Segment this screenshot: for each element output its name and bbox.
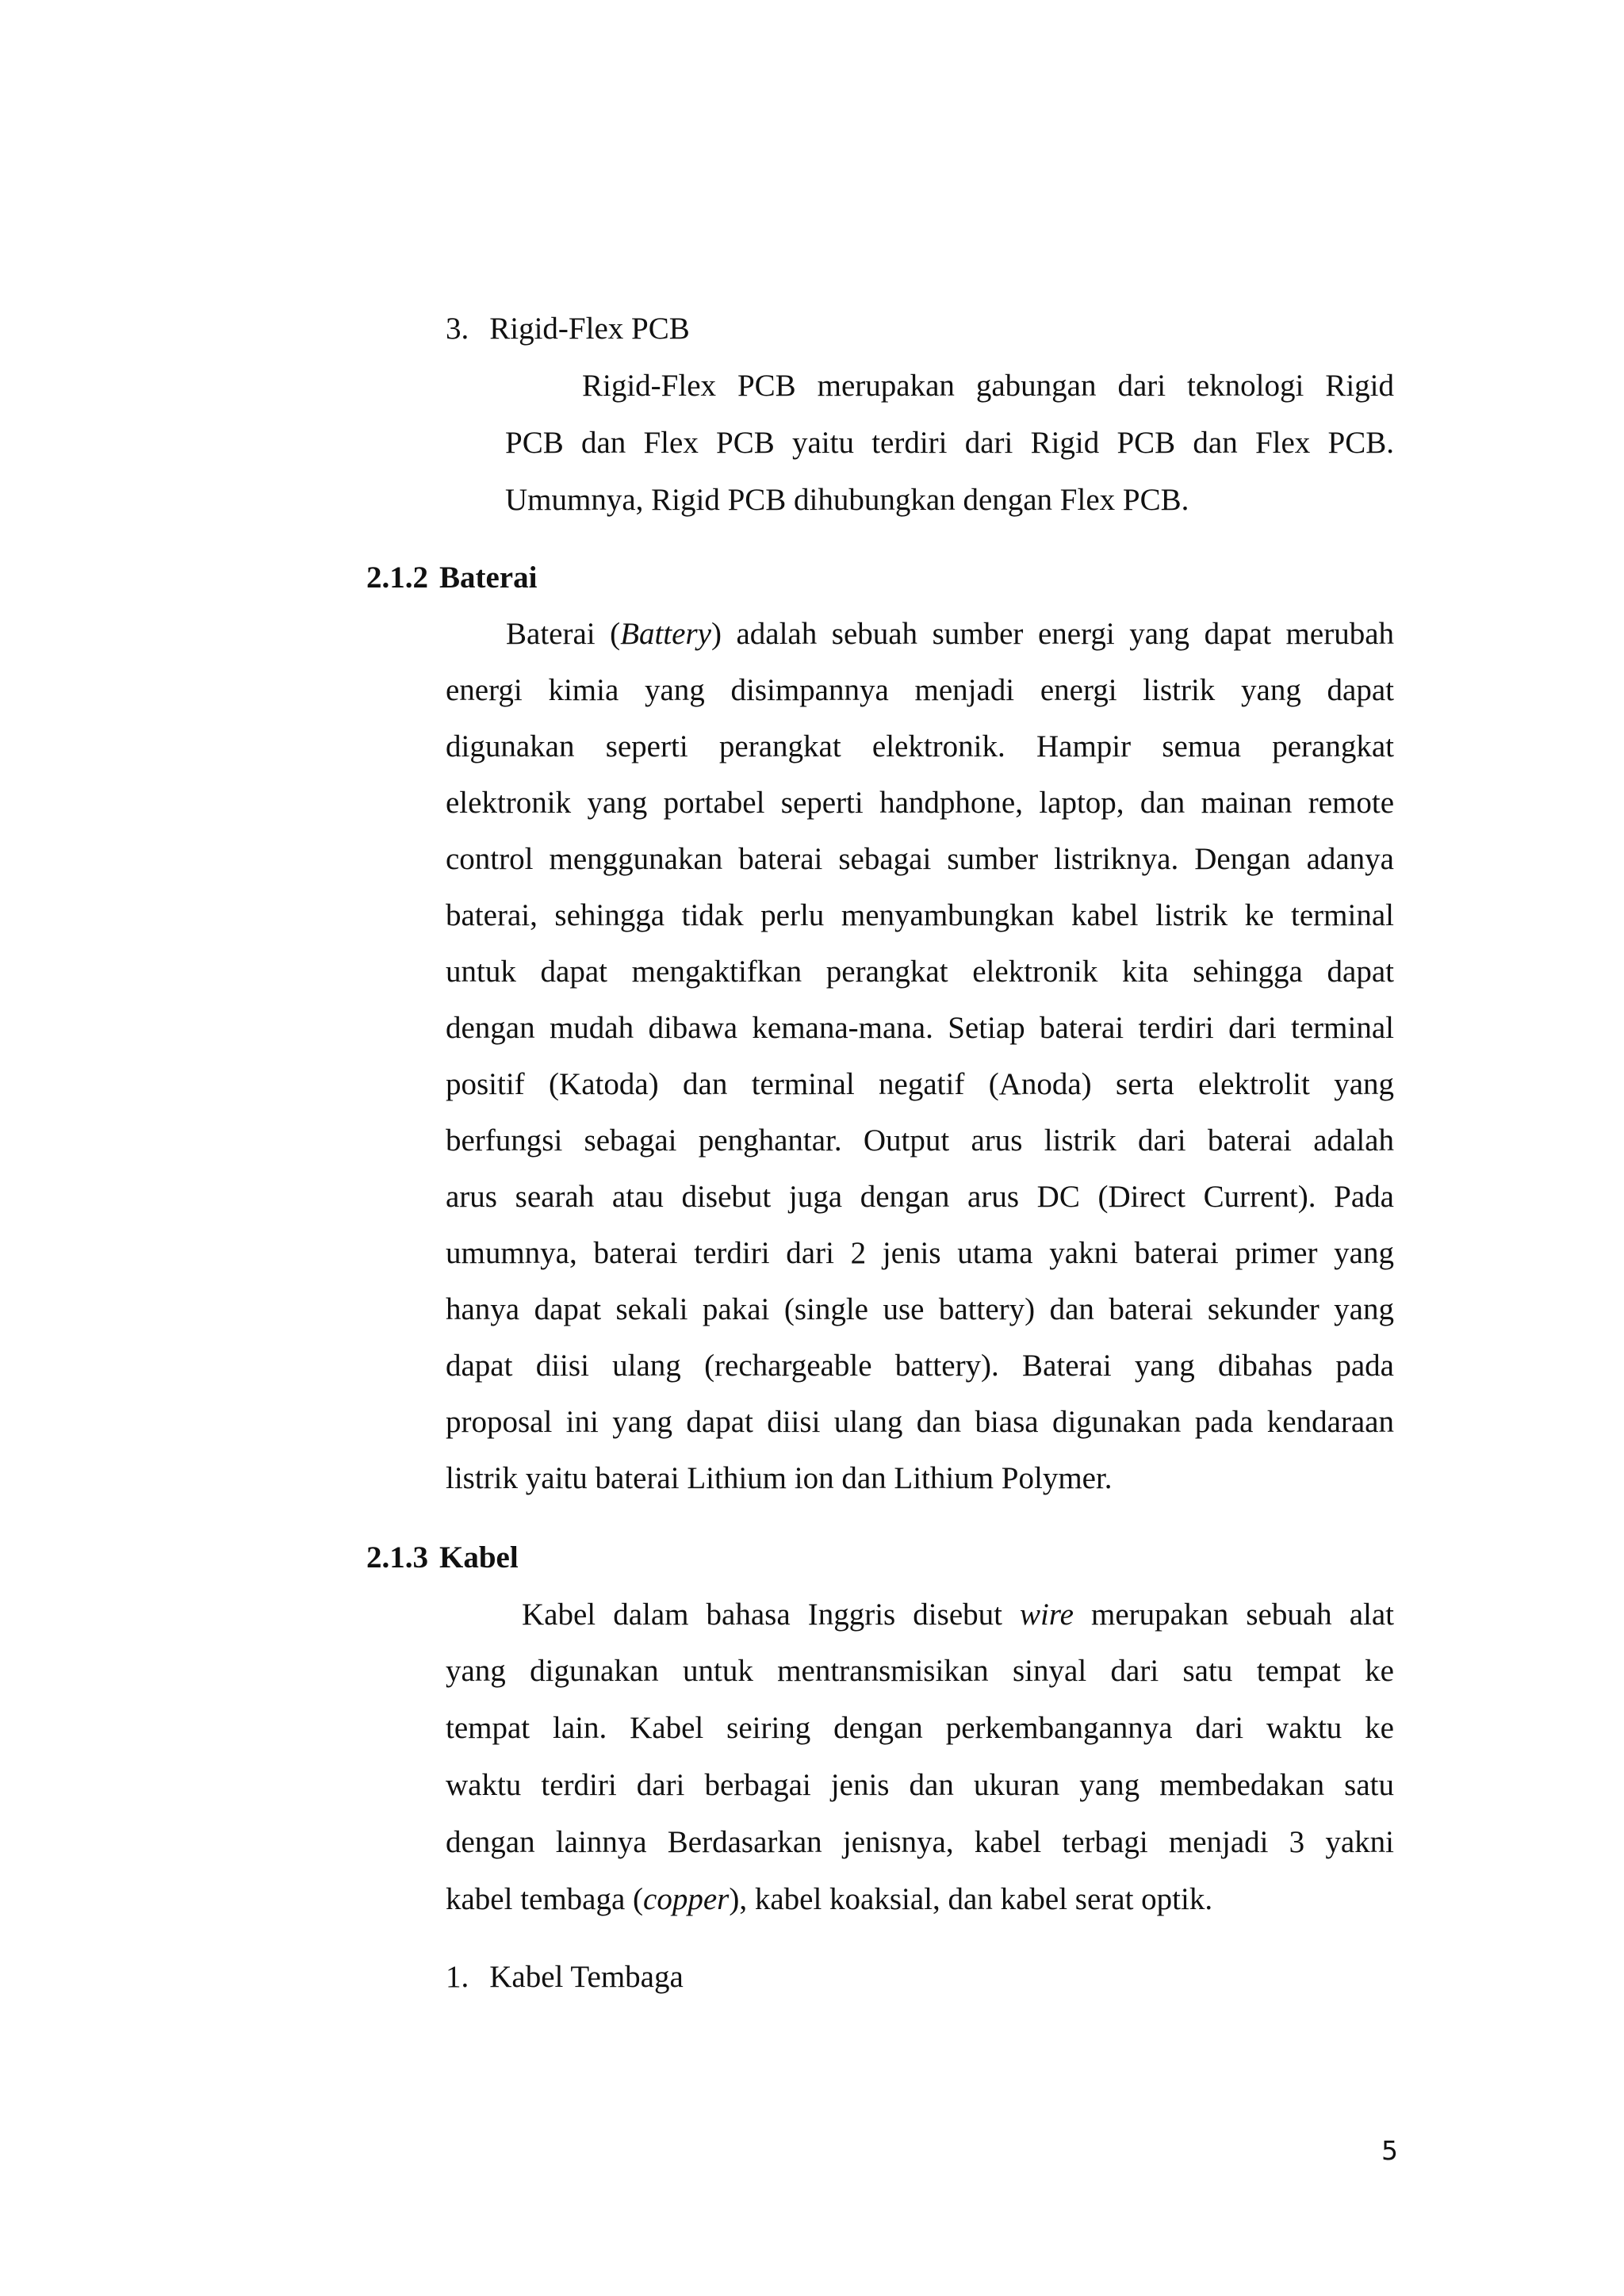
paragraph-line: dapat diisi ulang (rechargeable battery). Baterai yang dibahas pada (446, 1349, 1394, 1383)
section-number: 2.1.2 (366, 561, 428, 595)
paragraph-line: Umumnya, Rigid PCB dihubungkan dengan Flex PCB. (505, 483, 1189, 517)
paragraph-line: energi kimia yang disimpannya menjadi energi listrik yang dapat (446, 673, 1394, 707)
page-number: 5 (1381, 2135, 1398, 2166)
list-number: 3. (446, 312, 469, 346)
paragraph-line: baterai, sehingga tidak perlu menyambungkan kabel listrik ke terminal (446, 898, 1394, 932)
paragraph-line: kabel tembaga (copper), kabel koaksial, dan kabel serat optik. (446, 1882, 1213, 1916)
paragraph-line: tempat lain. Kabel seiring dengan perkembangannya dari waktu ke (446, 1711, 1394, 1745)
paragraph-line: Baterai (Battery) adalah sebuah sumber energi yang dapat merubah (506, 617, 1395, 651)
paragraph-line: berfungsi sebagai penghantar. Output arus listrik dari baterai adalah (446, 1123, 1394, 1158)
section-heading-kabel (366, 1538, 519, 1578)
italic-term: copper (643, 1882, 730, 1916)
section-title: Baterai (439, 561, 538, 595)
list-item-3 (446, 309, 690, 349)
paragraph-line: control menggunakan baterai sebagai sumber listriknya. Dengan adanya (446, 842, 1394, 876)
paragraph-line: proposal ini yang dapat diisi ulang dan biasa digunakan pada kendaraan (446, 1405, 1394, 1439)
list-number: 1. (446, 1960, 469, 1994)
section-title: Kabel (439, 1540, 519, 1575)
paragraph-line: PCB dan Flex PCB yaitu terdiri dari Rigid PCB dan Flex PCB. (505, 426, 1394, 460)
paragraph-line: dengan mudah dibawa kemana-mana. Setiap baterai terdiri dari terminal (446, 1011, 1394, 1045)
paragraph-line: listrik yaitu baterai Lithium ion dan Lithium Polymer. (446, 1461, 1113, 1495)
paragraph-line: elektronik yang portabel seperti handphone, laptop, dan mainan remote (446, 786, 1394, 820)
section-number: 2.1.3 (366, 1540, 428, 1575)
list-title: Kabel Tembaga (489, 1960, 684, 1994)
italic-term: Battery (620, 617, 711, 651)
paragraph-line: Rigid-Flex PCB merupakan gabungan dari teknologi Rigid (582, 369, 1394, 403)
paragraph-line: waktu terdiri dari berbagai jenis dan ukuran yang membedakan satu (446, 1768, 1394, 1802)
paragraph-line: Kabel dalam bahasa Inggris disebut wire merupakan sebuah alat (522, 1598, 1395, 1632)
section-heading-baterai (366, 558, 537, 598)
paragraph-line: arus searah atau disebut juga dengan arus DC (Direct Current). Pada (446, 1180, 1394, 1214)
paragraph-line: positif (Katoda) dan terminal negatif (Anoda) serta elektrolit yang (446, 1067, 1394, 1101)
list-item-1 (446, 1957, 684, 1997)
paragraph-line: digunakan seperti perangkat elektronik. Hampir semua perangkat (446, 729, 1394, 763)
paragraph-line: hanya dapat sekali pakai (single use battery) dan baterai sekunder yang (446, 1292, 1394, 1326)
paragraph-line: dengan lainnya Berdasarkan jenisnya, kabel terbagi menjadi 3 yakni (446, 1825, 1394, 1859)
paragraph-line: umumnya, baterai terdiri dari 2 jenis utama yakni baterai primer yang (446, 1236, 1394, 1270)
list-title: Rigid-Flex PCB (489, 312, 690, 346)
italic-term: wire (1020, 1598, 1074, 1632)
paragraph-line: yang digunakan untuk mentransmisikan sinyal dari satu tempat ke (446, 1654, 1394, 1688)
paragraph-line: untuk dapat mengaktifkan perangkat elektronik kita sehingga dapat (446, 955, 1394, 989)
